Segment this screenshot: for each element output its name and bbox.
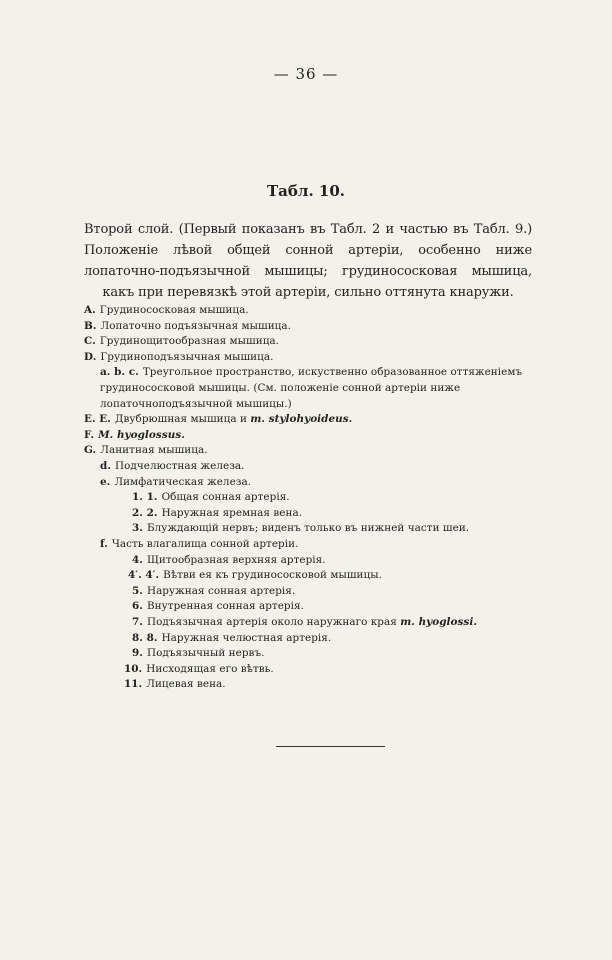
legend-key: 10. [124,662,143,675]
legend-latin-term: M. hyoglossus. [98,428,185,441]
legend-item [84,412,352,428]
legend-latin-term: m. stylohyoideus. [250,413,353,426]
legend-item [132,631,331,647]
legend-key: 7. [132,616,143,628]
legend-key: F. [84,428,95,441]
legend-key: 9. [132,647,143,660]
legend-text: Вѣтви ея къ грудинососковой мышицы. [163,569,382,582]
legend-item [128,568,382,584]
legend-text: Грудиноподъязычная мышица. [100,350,274,363]
legend-text: Грудинососковая мышица. [99,304,249,316]
legend-key: d. [100,460,111,472]
legend-item [84,443,208,459]
legend-text: Наружная яремная вена. [161,506,303,519]
legend-key: D. [84,350,97,363]
separator-rule [276,746,385,747]
legend-text: Наружная челюстная артерія. [161,631,332,644]
intro-paragraph: Второй слой. (Первый показанъ въ Табл. 2 и частью въ Табл. 9.) Положеніе лѣвой общей сонной артеріи, особенно ниже лопаточно-подъязычной мышицы; грудинососковая мышица, какъ при перевязкѣ этой артеріи, сильно оттянута кнаружи. [84,222,532,300]
legend-key: C. [84,335,96,348]
legend-key: 2. 2. [132,506,158,519]
legend-text: Общая сонная артерія. [161,491,290,504]
page-number: — 36 — [273,65,339,83]
legend-key: a. b. c. [100,366,139,379]
plate-title: Табл. 10. [266,182,345,200]
legend-text: Нисходящая его вѣтвь. [146,662,274,675]
legend-key: G. [84,444,97,457]
legend-item [132,506,302,522]
legend-item [124,677,226,693]
legend-key: 1. 1. [132,491,158,504]
legend-text: Подъязычная артерія около наружнаго края [146,616,397,628]
legend-key: 5. [132,584,143,597]
legend-text: Ланитная мышица. [100,444,208,457]
legend-key: 6. [132,600,143,613]
legend-text: Лицевая вена. [146,678,226,691]
legend-latin-term: m. hyoglossi. [400,616,477,628]
legend-key: 11. [124,678,143,691]
legend-item [84,428,185,444]
legend-key: B. [84,319,97,332]
legend-text: Наружная сонная артерія. [146,584,296,597]
legend-item [132,584,295,600]
legend-text: Треугольное пространство, искуственно образованное оттяженіемъ грудинососковой мышицы. (См. положеніе сонной артеріи ниже лопаточноподъязычной мышицы.) [100,366,523,410]
legend-item [132,615,477,631]
legend-text: Подъязычный нервъ. [146,647,265,660]
legend-key: 4′. 4′. [128,569,160,582]
legend-item [84,334,279,350]
legend-text: Щитообразная верхняя артерія. [146,553,326,566]
legend-text: Лимфатическая железа. [114,475,252,488]
legend-item [84,350,273,366]
legend-item [132,490,290,506]
legend-item [132,521,469,537]
legend-item [100,365,532,412]
legend-item [100,537,298,553]
legend-key: A. [84,304,96,316]
legend-key: E. E. [84,413,111,426]
legend-item [124,662,274,678]
legend-item [132,553,326,569]
legend-item [132,646,264,662]
legend-text: Блуждающій нервъ; виденъ только въ нижней части шеи. [146,522,470,535]
legend-text: Лопаточно подъязычная мышица. [100,319,292,332]
legend-text: Подчелюстная железа. [114,460,245,472]
legend-item [100,459,245,475]
legend-item [84,319,291,335]
legend-text: Двубрюшная мышица и [114,413,247,426]
legend-text: Грудинощитообразная мышица. [99,335,280,348]
legend-text: Внутренная сонная артерія. [146,600,304,613]
legend-key: 3. [132,522,143,535]
legend-item [100,475,251,491]
legend-item [132,599,304,615]
legend-key: 4. [132,553,143,566]
legend-key: e. [100,475,111,488]
legend-item [84,303,249,319]
legend-key: f. [100,538,108,550]
legend-key: 8. 8. [132,631,158,644]
legend-text: Часть влагалища сонной артеріи. [111,538,299,550]
